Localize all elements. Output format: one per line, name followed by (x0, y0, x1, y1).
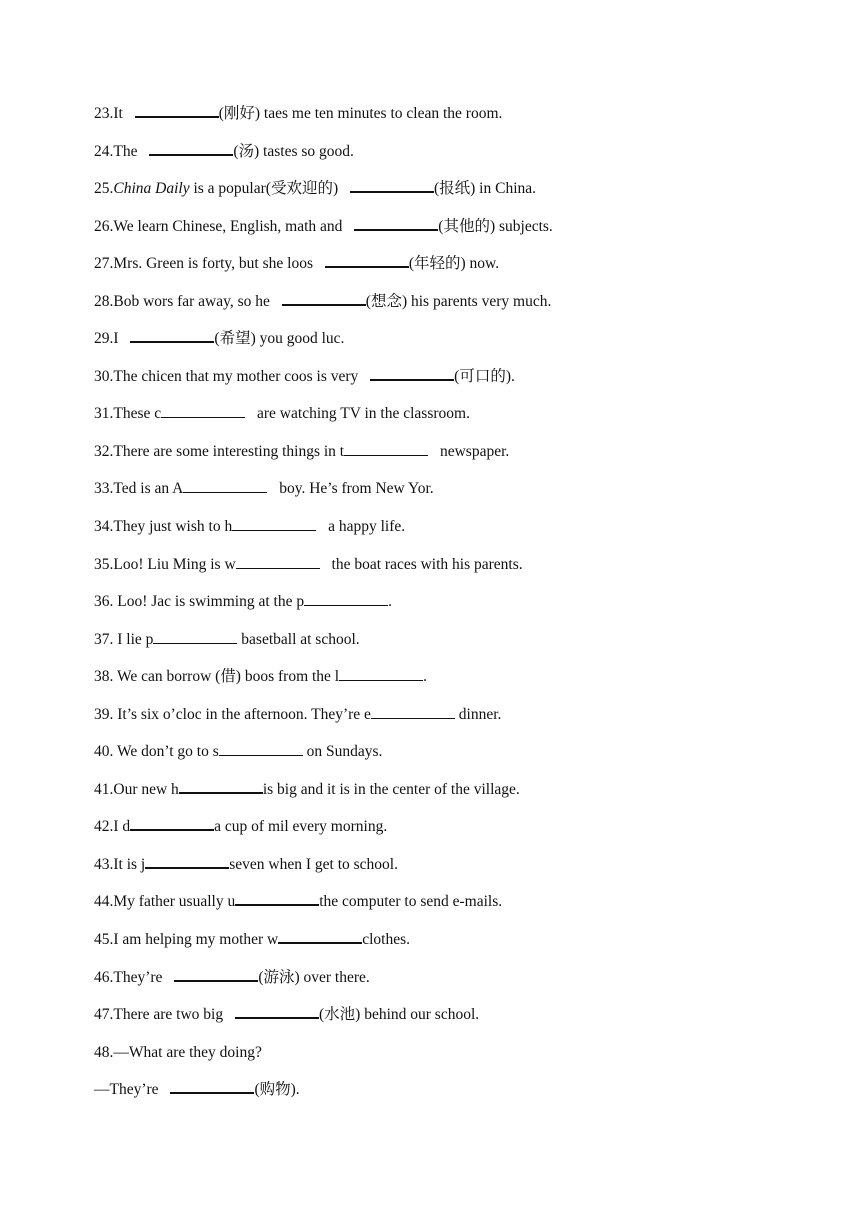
question-25: 25.China Daily is a popular(受欢迎的) (报纸) in China. (94, 177, 814, 215)
question-45: 45.I am helping my mother w clothes. (94, 928, 814, 966)
answer-blank[interactable] (371, 704, 455, 719)
worksheet (94, 102, 814, 1116)
answer-blank[interactable] (354, 215, 438, 231)
answer-blank[interactable] (339, 666, 423, 681)
question-44: 44.My father usually u the computer to send e-mails. (94, 890, 814, 928)
answer-blank[interactable] (235, 890, 319, 906)
question-48-answer: —They’re (购物). (94, 1078, 814, 1116)
question-26: 26.We learn Chinese, English, math and (其他的) subjects. (94, 215, 814, 253)
question-42: 42.I d a cup of mil every morning. (94, 815, 814, 853)
answer-blank[interactable] (135, 102, 219, 118)
question-23: 23.It (刚好) taes me ten minutes to clean the room. (94, 102, 814, 140)
answer-blank[interactable] (130, 327, 214, 343)
question-33: 33.Ted is an A boy. He’s from New Yor. (94, 480, 434, 498)
question-37: 37. I lie p basetball at school. (94, 630, 360, 648)
answer-blank[interactable] (325, 252, 409, 268)
question-31: 31.These c are watching TV in the classroom. (94, 405, 470, 423)
question-41: 41.Our new h is big and it is in the center of the village. (94, 778, 814, 816)
question-36: 36. Loo! Jac is swimming at the p . (94, 593, 392, 611)
answer-blank[interactable] (219, 741, 303, 756)
question-35: 35.Loo! Liu Ming is w the boat races with his parents. (94, 555, 523, 573)
question-38: 38. We can borrow (借) boos from the l . (94, 668, 427, 686)
answer-blank[interactable] (145, 853, 229, 869)
answer-blank[interactable] (174, 966, 258, 982)
answer-blank[interactable] (130, 815, 214, 831)
answer-blank[interactable] (161, 403, 245, 418)
answer-blank[interactable] (149, 140, 233, 156)
question-34: 34.They just wish to h a happy life. (94, 518, 406, 536)
answer-blank[interactable] (278, 928, 362, 944)
question-30: 30.The chicen that my mother coos is very (可口的). (94, 365, 814, 403)
answer-blank[interactable] (344, 441, 428, 456)
question-32: 32.There are some interesting things in t newspaper. (94, 442, 510, 460)
answer-blank[interactable] (153, 629, 237, 644)
question-48-prompt: 48.—What are they doing? (94, 1043, 262, 1061)
question-28: 28.Bob wors far away, so he (想念) his parents very much. (94, 290, 814, 328)
question-24: 24.The (汤) tastes so good. (94, 140, 814, 178)
answer-blank[interactable] (232, 516, 316, 531)
question-27: 27.Mrs. Green is forty, but she loos (年轻的) now. (94, 252, 814, 290)
answer-blank[interactable] (183, 478, 267, 493)
answer-blank[interactable] (236, 554, 320, 569)
question-40: 40. We don’t go to s on Sundays. (94, 743, 383, 761)
answer-blank[interactable] (350, 177, 434, 193)
question-43: 43.It is j seven when I get to school. (94, 853, 814, 891)
question-29: 29.I (希望) you good luc. (94, 327, 814, 365)
question-39: 39. It’s six o’cloc in the afternoon. They’re e dinner. (94, 705, 502, 723)
answer-blank[interactable] (370, 365, 454, 381)
answer-blank[interactable] (304, 591, 388, 606)
answer-blank[interactable] (179, 778, 263, 794)
question-47: 47.There are two big (水池) behind our school. (94, 1003, 814, 1041)
question-46: 46.They’re (游泳) over there. (94, 966, 814, 1004)
answer-blank[interactable] (235, 1003, 319, 1019)
answer-blank[interactable] (170, 1078, 254, 1094)
answer-blank[interactable] (282, 290, 366, 306)
